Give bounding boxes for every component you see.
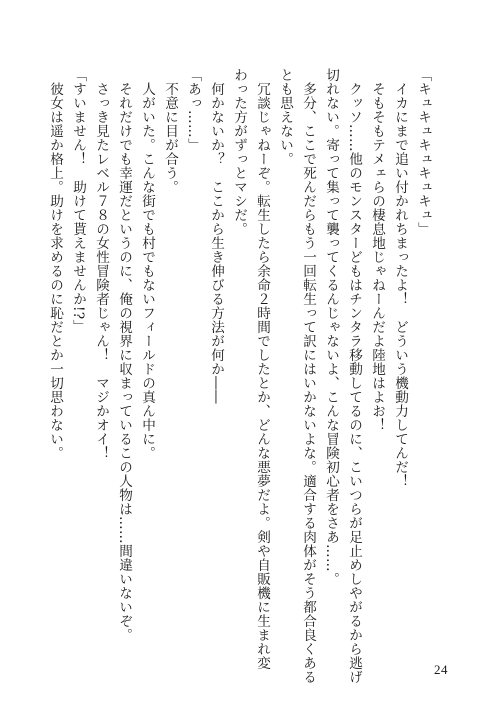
text-line: 切れない。寄って集って襲ってくるんじゃないよ、こんな冒険初心者をさあ……。 xyxy=(323,68,339,586)
text-line: さっき見たレベル７８の女性冒険者じゃん！ マジかオイ！ xyxy=(93,68,109,460)
body-text xyxy=(47,68,434,684)
text-line: クッソ……他のモンスターどもはチンタラ移動してるのに、こいつらが足止めしやがるから逃げ xyxy=(346,68,362,684)
text-line: 不意に目が合う。 xyxy=(162,68,178,194)
text-line: それだけでも幸運だというのに、俺の視界に収まっているこの人物は……間違いないぞ。 xyxy=(116,68,132,642)
text-line: 「キュキュキュキュキュ」 xyxy=(415,68,431,236)
text-line: わった方がずっとマシだ。 xyxy=(231,68,247,236)
text-line: 彼女は遥か格上。助けを求めるのに恥だとか一切思わない。 xyxy=(47,68,63,460)
text-line: 人がいた。こんな街でも村でもないフィールドの真ん中に。 xyxy=(139,68,155,460)
text-line: 何かないか？ ここから生き伸びる方法が何か―― xyxy=(208,68,224,404)
text-line: イカにまで追い付かれちまったよ！ どういう機動力してんだ！ xyxy=(392,68,408,488)
text-line: 「あっ……」 xyxy=(185,68,201,152)
text-line: 冗談じゃねーぞ。転生したら余命２時間でしたとか、どんな悪夢だよ。剣や自販機に生まれ変 xyxy=(254,68,270,670)
text-line: 多分、ここで死んだらもう一回転生って訳にはいかないよな。適合する肉体がそう都合良くある xyxy=(300,68,316,684)
text-line: 「すいません！ 助けて貰えませんか!?」 xyxy=(70,68,86,334)
text-line: そもそもテメェらの棲息地じゃねーんだよ陸地はよお！ xyxy=(369,68,385,432)
text-line: とも思えない。 xyxy=(277,68,293,166)
page-number: 24 xyxy=(434,662,448,677)
